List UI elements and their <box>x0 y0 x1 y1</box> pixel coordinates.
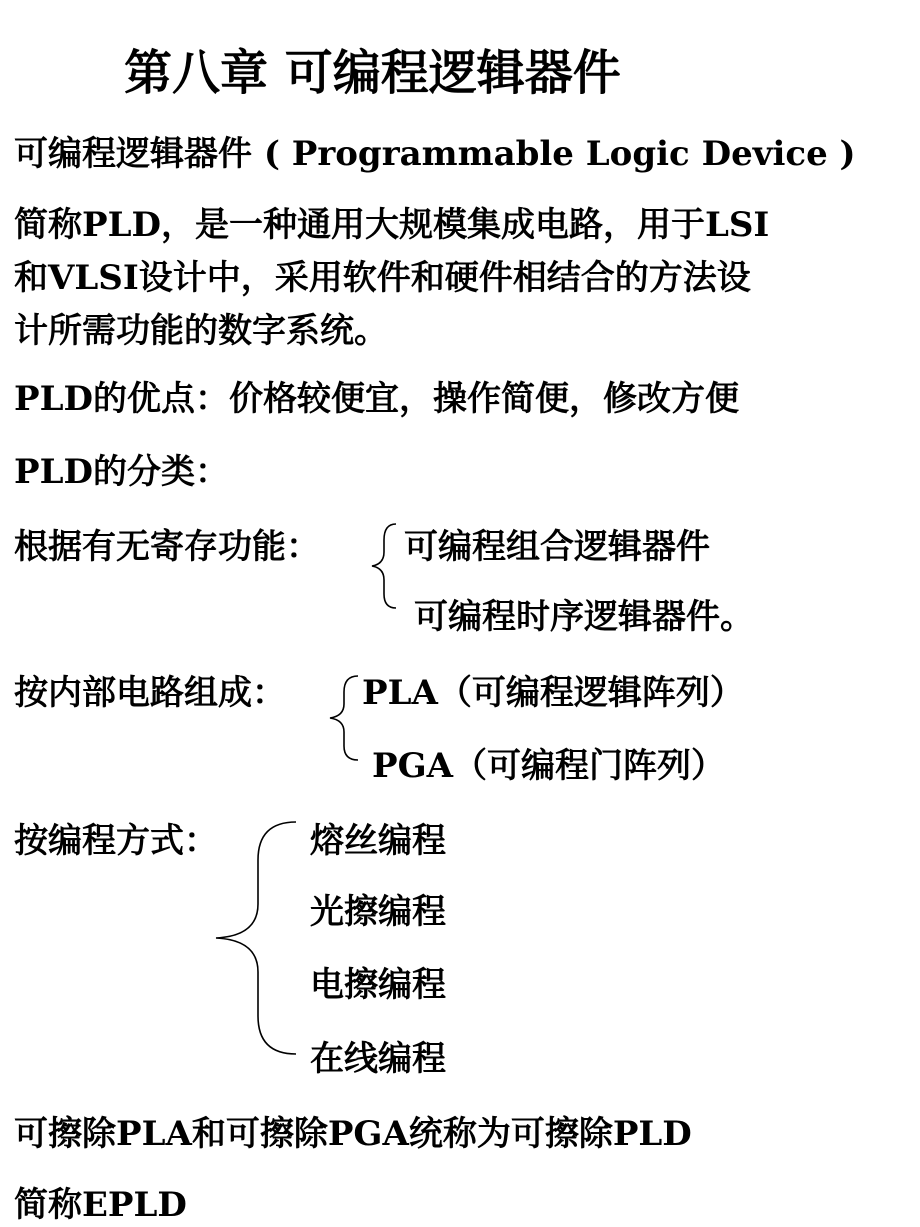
circuit-group-brace <box>324 668 364 768</box>
closing-line-2: 简称EPLD <box>14 1185 187 1225</box>
page-title: 第八章 可编程逻辑器件 <box>124 45 621 101</box>
definition-line-3: 计所需功能的数字系统。 <box>14 311 388 351</box>
programming-group-brace <box>210 812 302 1062</box>
advantages-line: PLD的优点：价格较便宜，操作简便，修改方便 <box>14 379 739 419</box>
programming-item-electric-erase: 电擦编程 <box>310 965 446 1005</box>
definition-line-1: 简称PLD，是一种通用大规模集成电路，用于LSI <box>14 205 770 245</box>
definition-line-2: 和VLSI设计中，采用软件和硬件相结合的方法设 <box>14 258 751 298</box>
circuit-item-pga: PGA（可编程门阵列） <box>372 746 725 786</box>
intro-line: 可编程逻辑器件 ( Programmable Logic Device ) <box>14 134 856 174</box>
closing-line-1: 可擦除PLA和可擦除PGA统称为可擦除PLD <box>14 1114 692 1154</box>
programming-item-in-system: 在线编程 <box>310 1039 446 1079</box>
programming-group-label: 按编程方式： <box>14 821 218 861</box>
programming-item-uv-erase: 光擦编程 <box>310 892 446 932</box>
classification-heading: PLD的分类： <box>14 452 229 492</box>
register-item-sequential: 可编程时序逻辑器件。 <box>414 597 754 637</box>
register-group-brace <box>368 518 402 614</box>
programming-item-fuse: 熔丝编程 <box>310 821 446 861</box>
register-item-combinational: 可编程组合逻辑器件 <box>404 527 710 567</box>
circuit-item-pla: PLA（可编程逻辑阵列） <box>362 673 744 713</box>
register-group-label: 根据有无寄存功能： <box>14 527 320 567</box>
circuit-group-label: 按内部电路组成： <box>14 673 286 713</box>
